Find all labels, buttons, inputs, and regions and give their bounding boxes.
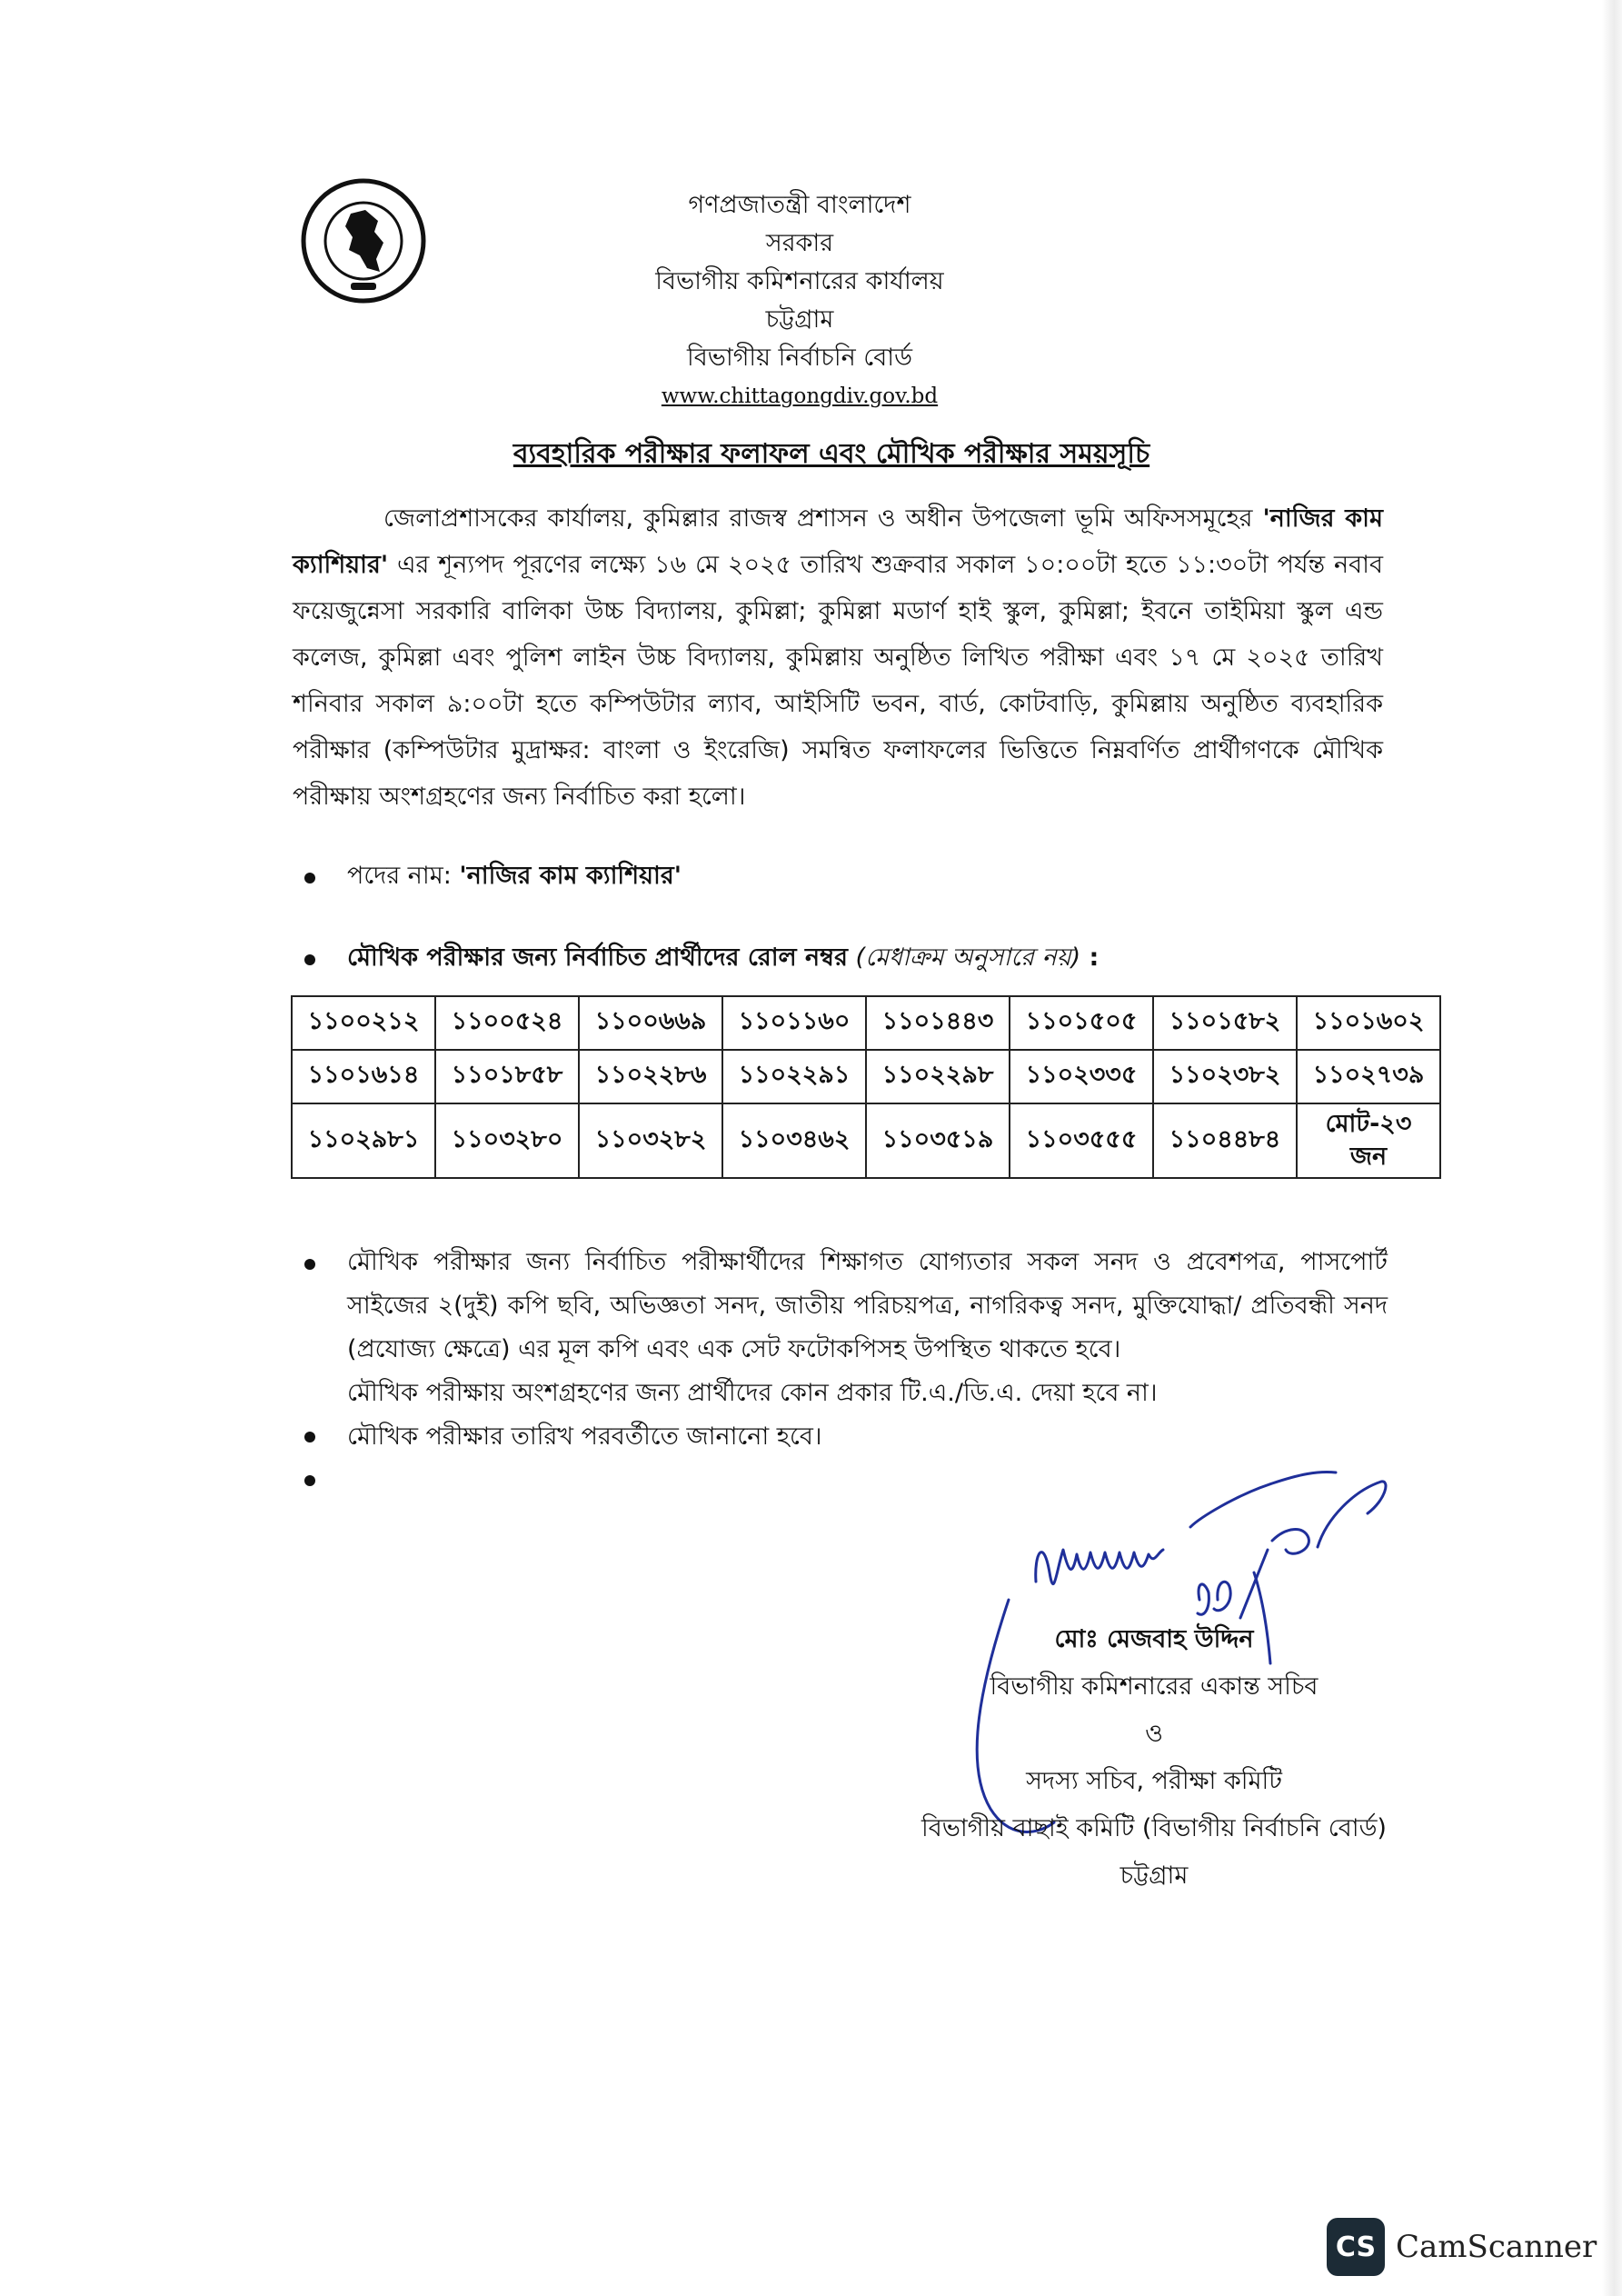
roll-cell: ১১০৩৪৬২ [722,1103,866,1178]
roll-number-table [291,995,1441,1179]
instruction-item: মৌখিক পরীক্ষার তারিখ পরবর্তীতে জানানো হবে। [347,1423,822,1451]
header-board: বিভাগীয় নির্বাচনি বোর্ড [687,344,912,372]
post-name: 'নাজির কাম ক্যাশিয়ার' [459,862,682,890]
roll-cell: ১১০২৭৩৯ [1297,1050,1440,1103]
table-row [292,996,1440,1050]
roll-cell: ১১০২২৮৬ [579,1050,722,1103]
roll-cell: ১১০২৩৩৫ [1010,1050,1153,1103]
camscanner-label: CamScanner [1396,2229,1597,2265]
table-row [292,1103,1440,1178]
body-part2: এর শূন্যপদ পূরণের লক্ষ্যে ১৬ মে ২০২৫ তারিখ শুক্রবার সকাল ১০:০০টা হতে ১১:৩০টা পর্যন্ত নবাব ফয়েজুন্নেসা সরকারি বালিকা উচ্চ বিদ্যালয়, কুমিল্লা; কুমিল্লা মডার্ণ হাই স্কুল, কুমিল্লা; ইবনে তাইমিয়া স্কুল এন্ড কলেজ, কুমিল্লা এবং পুলিশ লাইন উচ্চ বিদ্যালয়, কুমিল্লায় অনুষ্ঠিত লিখিত পরীক্ষা এবং ১৭ মে ২০২৫ তারিখ শনিবার সকাল ৯:০০টা হতে কম্পিউটার ল্যাব, আইসিটি ভবন, বার্ড, কোটবাড়ি, কুমিল্লায় অনুষ্ঠিত ব্যবহারিক পরীক্ষার (কম্পিউটার মুদ্রাক্ষর: বাংলা ও ইংরেজি) সমন্বিত ফলাফলের ভিত্তিতে নিম্নবর্ণিত প্রার্থীগণকে মৌখিক পরীক্ষায় অংশগ্রহণের জন্য নির্বাচিত করা হলো। [293,551,1383,811]
roll-cell: ১১০৩৫১৯ [866,1103,1010,1178]
bullet-icon [304,936,315,980]
roll-cell: ১১০৩২৮২ [579,1103,722,1178]
roll-cell: ১১০১৪৪৩ [866,996,1010,1050]
roll-cell: ১১০১৬০২ [1297,996,1440,1050]
signatory-title: বিভাগীয় বাছাই কমিটি (বিভাগীয় নির্বাচনি বোর্ড) [921,1814,1387,1842]
roll-heading: মৌখিক পরীক্ষার জন্য নির্বাচিত প্রার্থীদের রোল নম্বর (মেধাক্রম অনুসারে নয়) : [347,943,1100,972]
post-label: পদের নাম: [347,862,460,890]
table-row [292,1050,1440,1103]
roll-cell: ১১০১৬১৪ [292,1050,435,1103]
total-count: মোট-২৩ [1325,1110,1412,1138]
office-header [654,186,945,415]
header-city: চট্টগ্রাম [765,305,834,334]
government-seal-icon [300,177,427,304]
page-edge-shadow [1602,0,1622,2296]
roll-cell: ১১০২২৯৮ [866,1050,1010,1103]
post-name-line [347,854,682,898]
bullet-icon [304,1413,315,1457]
total-count-cell [1297,1103,1440,1178]
signatory-conjunction: ও [1145,1720,1163,1748]
roll-heading-note: (মেধাক্রম অনুসারে নয়) [855,943,1081,972]
signatory-name: মোঃ মেজবাহ উদ্দিন [1054,1625,1254,1653]
total-unit: জন [1349,1143,1388,1171]
body-post-name: 'নাজির কাম ক্যাশিয়ার' [293,504,1383,579]
camscanner-logo-icon: CS [1327,2218,1385,2276]
notice-body [293,495,1383,820]
roll-cell: ১১০২২৯১ [722,1050,866,1103]
roll-cell: ১১০০২১২ [292,996,435,1050]
signatory-title: বিভাগীয় কমিশনারের একান্ত সচিব [990,1672,1318,1701]
instruction-list [347,1241,1388,1459]
header-website-link[interactable]: www.chittagongdiv.gov.bd [661,384,939,408]
roll-cell: ১১০৪৪৮৪ [1153,1103,1297,1178]
roll-cell: ১১০১৫০৫ [1010,996,1153,1050]
header-government: গণপ্রজাতন্ত্রী বাংলাদেশ সরকার [688,191,911,257]
roll-cell: ১১০০৫২৪ [435,996,579,1050]
roll-cell: ১১০২৯৮১ [292,1103,435,1178]
notice-title: ব্যবহারিক পরীক্ষার ফলাফল এবং মৌখিক পরীক্ষার সময়সূচি [512,438,1150,470]
bullet-icon [304,1457,315,1501]
roll-cell: ১১০১৫৮২ [1153,996,1297,1050]
roll-cell: ১১০১১৬০ [722,996,866,1050]
roll-cell: ১১০১৮৫৮ [435,1050,579,1103]
bullet-icon [304,1241,315,1284]
camscanner-watermark [1327,2218,1597,2276]
instruction-item: মৌখিক পরীক্ষায় অংশগ্রহণের জন্য প্রার্থীদের কোন প্রকার টি.এ./ডি.এ. দেয়া হবে না। [347,1379,1158,1407]
signatory-block [872,1616,1436,1900]
roll-cell: ১১০২৩৮২ [1153,1050,1297,1103]
instruction-item: মৌখিক পরীক্ষার জন্য নির্বাচিত পরীক্ষার্থীদের শিক্ষাগত যোগ্যতার সকল সনদ ও প্রবেশপত্র, পাসপোর্ট সাইজের ২(দুই) কপি ছবি, অভিজ্ঞতা সনদ, জাতীয় পরিচয়পত্র, নাগরিকত্ব সনদ, মুক্তিযোদ্ধা/ প্রতিবন্ধী সনদ (প্রযোজ্য ক্ষেত্রে) এর মূল কপি এবং এক সেট ফটোকপিসহ উপস্থিত থাকতে হবে। [347,1248,1388,1363]
roll-cell: ১১০৩৫৫৫ [1010,1103,1153,1178]
body-part1: জেলাপ্রশাসকের কার্যালয়, কুমিল্লার রাজস্ব প্রশাসন ও অধীন উপজেলা ভূমি অফিসসমূহের [383,504,1263,533]
roll-heading-text: মৌখিক পরীক্ষার জন্য নির্বাচিত প্রার্থীদের রোল নম্বর [347,943,848,972]
roll-cell: ১১০৩২৮০ [435,1103,579,1178]
signatory-title: সদস্য সচিব, পরীক্ষা কমিটি [1026,1767,1282,1795]
header-office: বিভাগীয় কমিশনারের কার্যালয় [655,267,944,295]
roll-cell: ১১০০৬৬৯ [579,996,722,1050]
signatory-place: চট্টগ্রাম [1119,1862,1189,1890]
bullet-icon [304,854,315,898]
